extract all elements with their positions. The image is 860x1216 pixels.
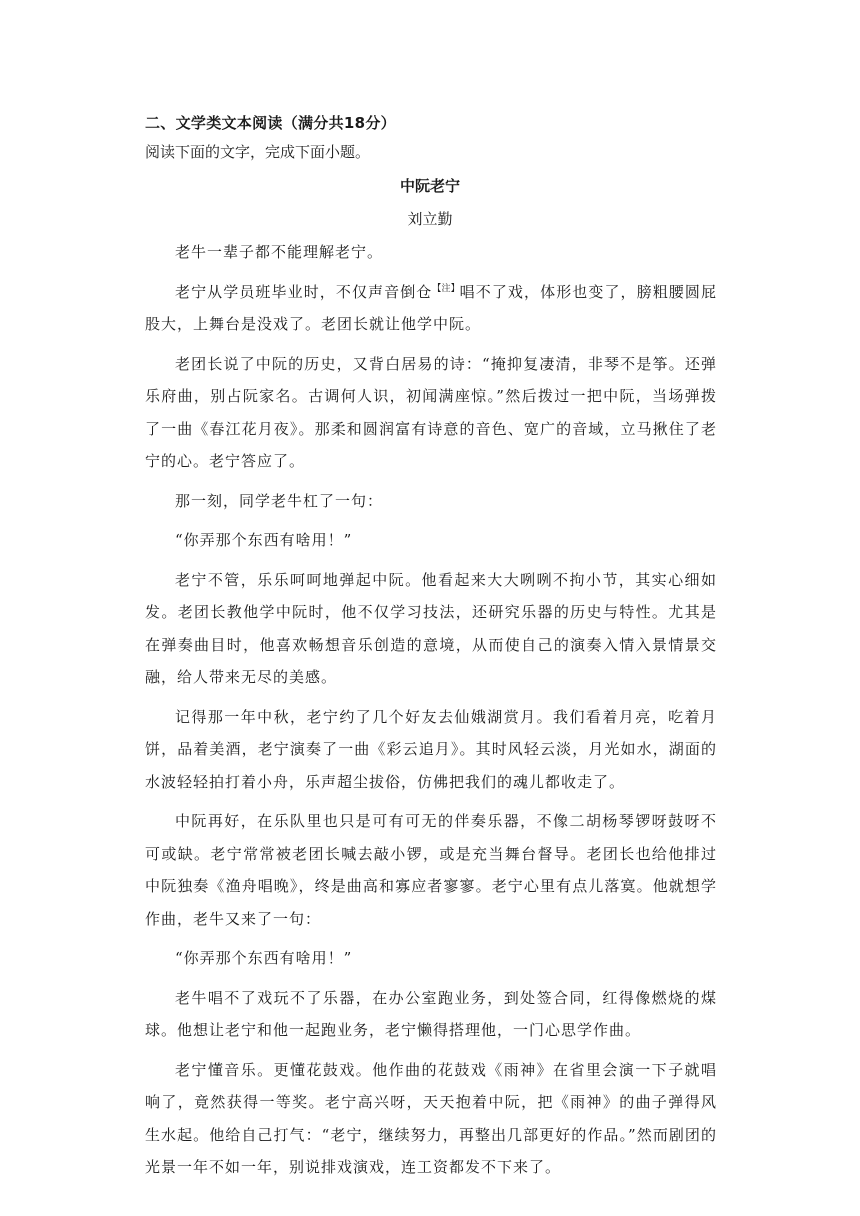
paragraph-6: 老宁不管，乐乐呵呵地弹起中阮。他看起来大大咧咧不拘小节，其实心细如发。老团长教他学中阮时，他不仅学习技法，还研究乐器的历史与特性。尤其是在弹奏曲目时，他喜欢畅想音乐创造的意境，从而使自己的演奏入情入景情景交融，给人带来无尽的美感。: [145, 570, 717, 686]
paragraph-11: 老宁懂音乐。更懂花鼓戏。他作曲的花鼓戏《雨神》在省里会演一下子就唱响了，竟然获得一等奖。老宁高兴呀，天天抱着中阮，把《雨神》的曲子弹得风生水起。他给自己打气：“老宁，继续努力，再整出几部更好的作品。”然而剧团的光景一年不如一年，别说排戏演戏，连工资都发不下来了。: [145, 1060, 717, 1176]
paragraph-2-tail: 唱不了戏，体形也变了，膀粗腰圆屁股大，: [145, 282, 717, 333]
paragraph-8: 中阮再好，在乐队里也只是可有可无的伴奏乐器，不像二胡杨琴锣呀鼓呀不可或缺。老宁常常被老团长喊去敲小锣，或是充当舞台督导。老团长也给他排过中阮独奏《渔舟唱晚》，终是曲高和寡应者寥寥。老宁心里有点儿落寞。他就想学作曲，老牛又来了一句：: [145, 812, 717, 928]
instruction-text: 阅读下面的文字，完成下面小题。: [145, 143, 371, 161]
paragraph-4: 那一刻，同学老牛杠了一句：: [175, 491, 384, 510]
section-heading: 二、文学类文本阅读（满分共18分）: [145, 114, 396, 132]
paragraph-9: “你弄那个东西有啥用！”: [175, 949, 353, 967]
paragraph-2-end: 上舞台是没戏了。老团长就让他学中阮。: [193, 315, 482, 333]
paragraph-10: 老牛唱不了戏玩不了乐器，在办公室跑业务，到处签合同，红得像燃烧的煤球。他想让老宁和他一起跑业务，老宁懒得搭理他，一门心思学作曲。: [145, 988, 717, 1039]
paragraph-5: “你弄那个东西有啥用！”: [175, 531, 353, 549]
paragraph-2: [145, 276, 717, 341]
paragraph-1: 老牛一辈子都不能理解老宁。: [175, 243, 384, 261]
article-title: 中阮老宁: [399, 177, 460, 195]
paragraph-3: 老团长说了中阮的历史，又背白居易的诗：“掩抑复凄清，非琴不是筝。还弹乐府曲，别占阮家名。古调何人识，初闻满座惊。”然后拨过一把中阮，当场弹拨了一曲《春江花月夜》。那柔和圆润富有诗意的音色、宽广的音域，立马揪住了老宁的心。老宁答应了。: [145, 354, 717, 470]
article-author: 刘立勤: [407, 210, 453, 228]
footnote-marker[interactable]: 【注】: [432, 283, 460, 294]
article-body: [145, 236, 717, 1191]
paragraph-2-head: 老宁从学员班毕业时，不仅声音倒仓: [175, 282, 433, 301]
paragraph-7: 记得那一年中秋，老宁约了几个好友去仙娥湖赏月。我们看着月亮，吃着月饼，品着美酒，老宁演奏了一曲《彩云追月》。其时风轻云淡，月光如水，湖面的水波轻轻拍打着小舟，乐声超尘拔俗，仿佛把我们的魂儿都收走了。: [145, 707, 717, 791]
